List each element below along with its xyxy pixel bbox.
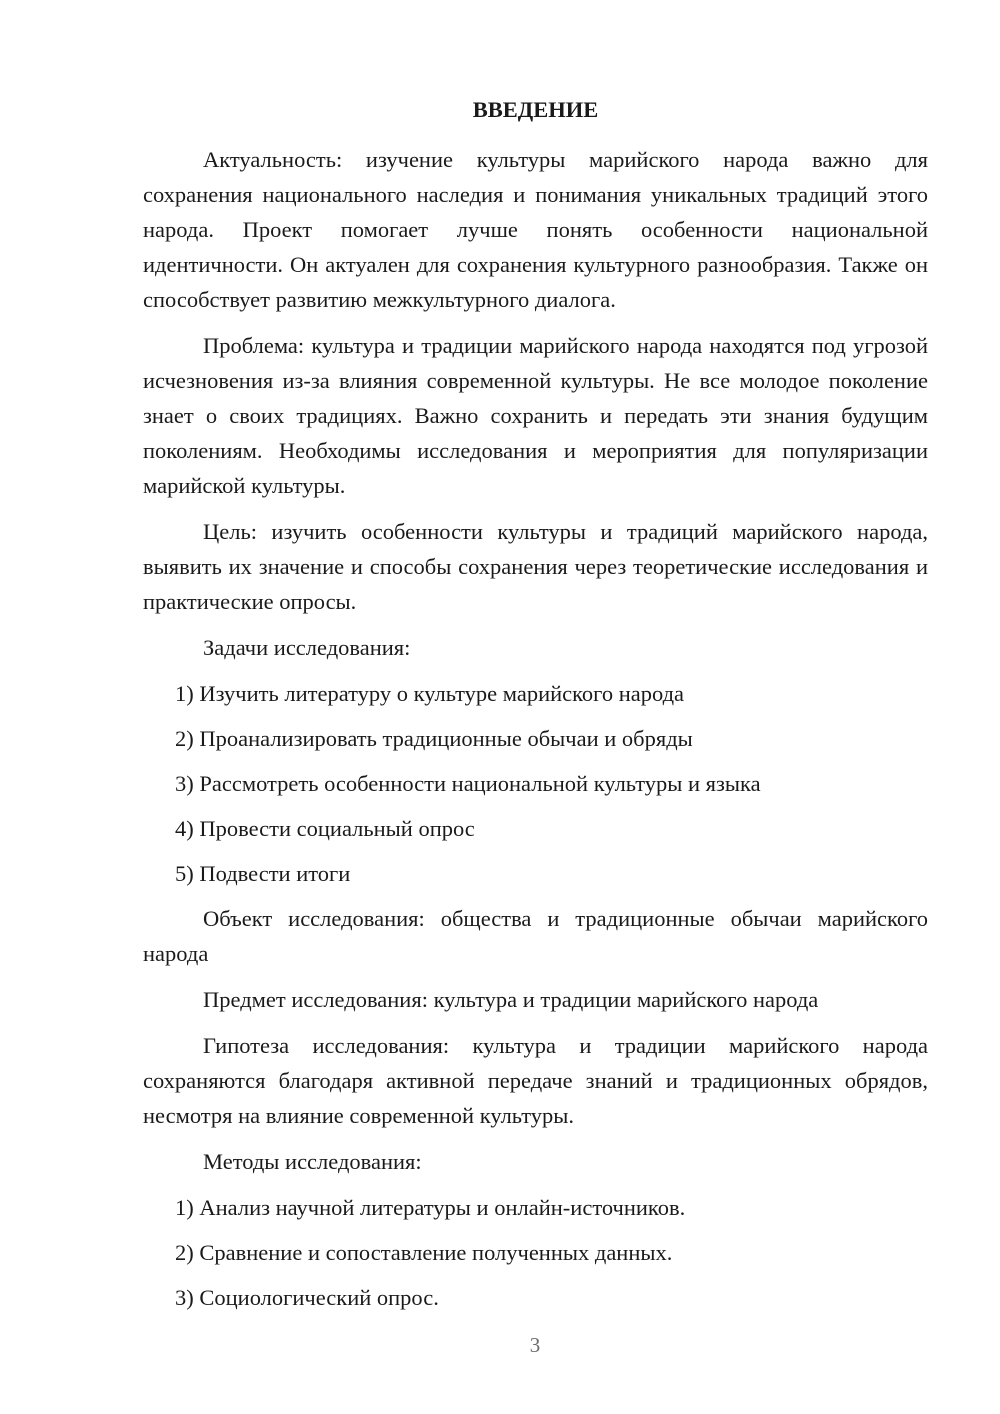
list-item: 2) Проанализировать традиционные обычаи и обряды [175, 726, 693, 751]
problem-paragraph: Проблема: культура и традиции марийского народа находятся под угрозой исчезновения из-за влияния современной культуры. Не все молодое поколение знает о своих традициях. Важно сохранить и передать эти знания будущим поколениям. Необходимы исследования и мероприятия для популяризации марийской культуры. [143, 333, 928, 498]
tasks-heading: Задачи исследования: [203, 635, 411, 660]
list-item: 3) Рассмотреть особенности национальной культуры и языка [175, 771, 761, 796]
methods-list [143, 1190, 928, 1315]
list-item: 4) Провести социальный опрос [175, 816, 475, 841]
document-body [143, 95, 928, 1325]
list-item: 5) Подвести итоги [175, 861, 351, 886]
object-paragraph: Объект исследования: общества и традиционные обычаи марийского народа [143, 906, 928, 966]
list-item: 3) Социологический опрос. [175, 1285, 439, 1310]
page-number: 3 [529, 1333, 541, 1357]
list-item: 1) Анализ научной литературы и онлайн-источников. [175, 1195, 686, 1220]
list-item: 1) Изучить литературу о культуре марийского народа [175, 681, 685, 706]
goal-paragraph: Цель: изучить особенности культуры и традиций марийского народа, выявить их значение и способы сохранения через теоретические исследования и практические опросы. [143, 519, 928, 614]
tasks-list [143, 676, 928, 891]
list-item: 2) Сравнение и сопоставление полученных данных. [175, 1240, 673, 1265]
relevance-paragraph: Актуальность: изучение культуры марийского народа важно для сохранения национального наследия и понимания уникальных традиций этого народа. Проект помогает лучше понять особенности национальной идентичности. Он актуален для сохранения культурного разнообразия. Также он способствует развитию межкультурного диалога. [143, 147, 928, 312]
hypothesis-paragraph: Гипотеза исследования: культура и традиции марийского народа сохраняются благодаря активной передаче знаний и традиционных обрядов, несмотря на влияние современной культуры. [143, 1033, 928, 1128]
methods-heading: Методы исследования: [203, 1149, 422, 1174]
subject-paragraph: Предмет исследования: культура и традиции марийского народа [203, 987, 819, 1012]
page-title: ВВЕДЕНИЕ [472, 97, 599, 122]
